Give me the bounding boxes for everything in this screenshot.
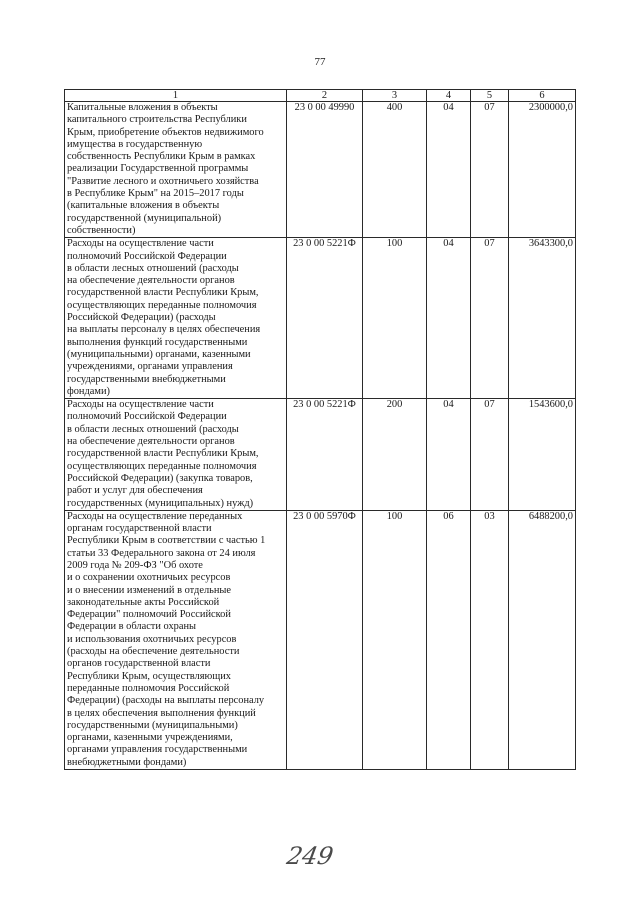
section-code: 06 bbox=[427, 510, 471, 769]
row-description: Капитальные вложения в объекты капитального строительства Республики Крым, приобретение объектов недвижимого имущества в государственную собственность Республики Крым в рамках реализации Государственной программы "Развитие лесного и охотничьего хозяйства в Республике Крым" на 2015–2017 годы (капитальные вложения в объекты государственной (муниципальной) собственности) bbox=[65, 102, 287, 238]
amount: 3643300,0 bbox=[509, 238, 576, 399]
table-header-row bbox=[65, 90, 576, 102]
target-article-code: 23 0 00 5221Ф bbox=[287, 399, 363, 511]
amount: 2300000,0 bbox=[509, 102, 576, 238]
target-article-code: 23 0 00 5221Ф bbox=[287, 238, 363, 399]
row-description: Расходы на осуществление части полномочий Российской Федерации в области лесных отношений (расходы на обеспечение деятельности органов государственной власти Республики Крым, осуществляющих переданные полномочия Российской Федерации) (расходы на выплаты персоналу в целях обеспечения выполнения функций государственными (муниципальными) органами, казенными учреждениями, органами управления государственными внебюджетными фондами) bbox=[65, 238, 287, 399]
column-header: 3 bbox=[363, 90, 427, 102]
row-description: Расходы на осуществление части полномочий Российской Федерации в области лесных отношений (расходы на обеспечение деятельности органов государственной власти Республики Крым, осуществляющих переданные полномочия Российской Федерации) (закупка товаров, работ и услуг для обеспечения государственных (муниципальных) нужд) bbox=[65, 399, 287, 511]
amount: 6488200,0 bbox=[509, 510, 576, 769]
table-row bbox=[65, 238, 576, 399]
column-header: 1 bbox=[65, 90, 287, 102]
table-row bbox=[65, 510, 576, 769]
subsection-code: 03 bbox=[471, 510, 509, 769]
expense-type: 400 bbox=[363, 102, 427, 238]
amount: 1543600,0 bbox=[509, 399, 576, 511]
column-header: 5 bbox=[471, 90, 509, 102]
expense-type: 100 bbox=[363, 238, 427, 399]
row-description: Расходы на осуществление переданных органам государственной власти Республики Крым в соответствии с частью 1 статьи 33 Федерального закона от 24 июля 2009 года № 209-ФЗ "Об охоте и о сохранении охотничьих ресурсов и о внесении изменений в отдельные законодательные акты Российской Федерации" полномочий Российской Федерации в области охраны и использования охотничьих ресурсов (расходы на обеспечение деятельности органов государственной власти Республики Крым, осуществляющих переданные полномочия Российской Федерации) (расходы на выплаты персоналу в целях обеспечения выполнения функций государственными (муниципальными) органами, казенными учреждениями, органами управления государственными внебюджетными фондами) bbox=[65, 510, 287, 769]
subsection-code: 07 bbox=[471, 238, 509, 399]
section-code: 04 bbox=[427, 399, 471, 511]
section-code: 04 bbox=[427, 238, 471, 399]
expense-type: 100 bbox=[363, 510, 427, 769]
section-code: 04 bbox=[427, 102, 471, 238]
column-header: 2 bbox=[287, 90, 363, 102]
column-header: 6 bbox=[509, 90, 576, 102]
column-header: 4 bbox=[427, 90, 471, 102]
page-number: 77 bbox=[314, 56, 326, 68]
table-row bbox=[65, 102, 576, 238]
target-article-code: 23 0 00 49990 bbox=[287, 102, 363, 238]
budget-table bbox=[64, 89, 576, 770]
handwritten-page-mark: 249 bbox=[284, 842, 336, 870]
target-article-code: 23 0 00 5970Ф bbox=[287, 510, 363, 769]
subsection-code: 07 bbox=[471, 399, 509, 511]
expense-type: 200 bbox=[363, 399, 427, 511]
table-row bbox=[65, 399, 576, 511]
subsection-code: 07 bbox=[471, 102, 509, 238]
